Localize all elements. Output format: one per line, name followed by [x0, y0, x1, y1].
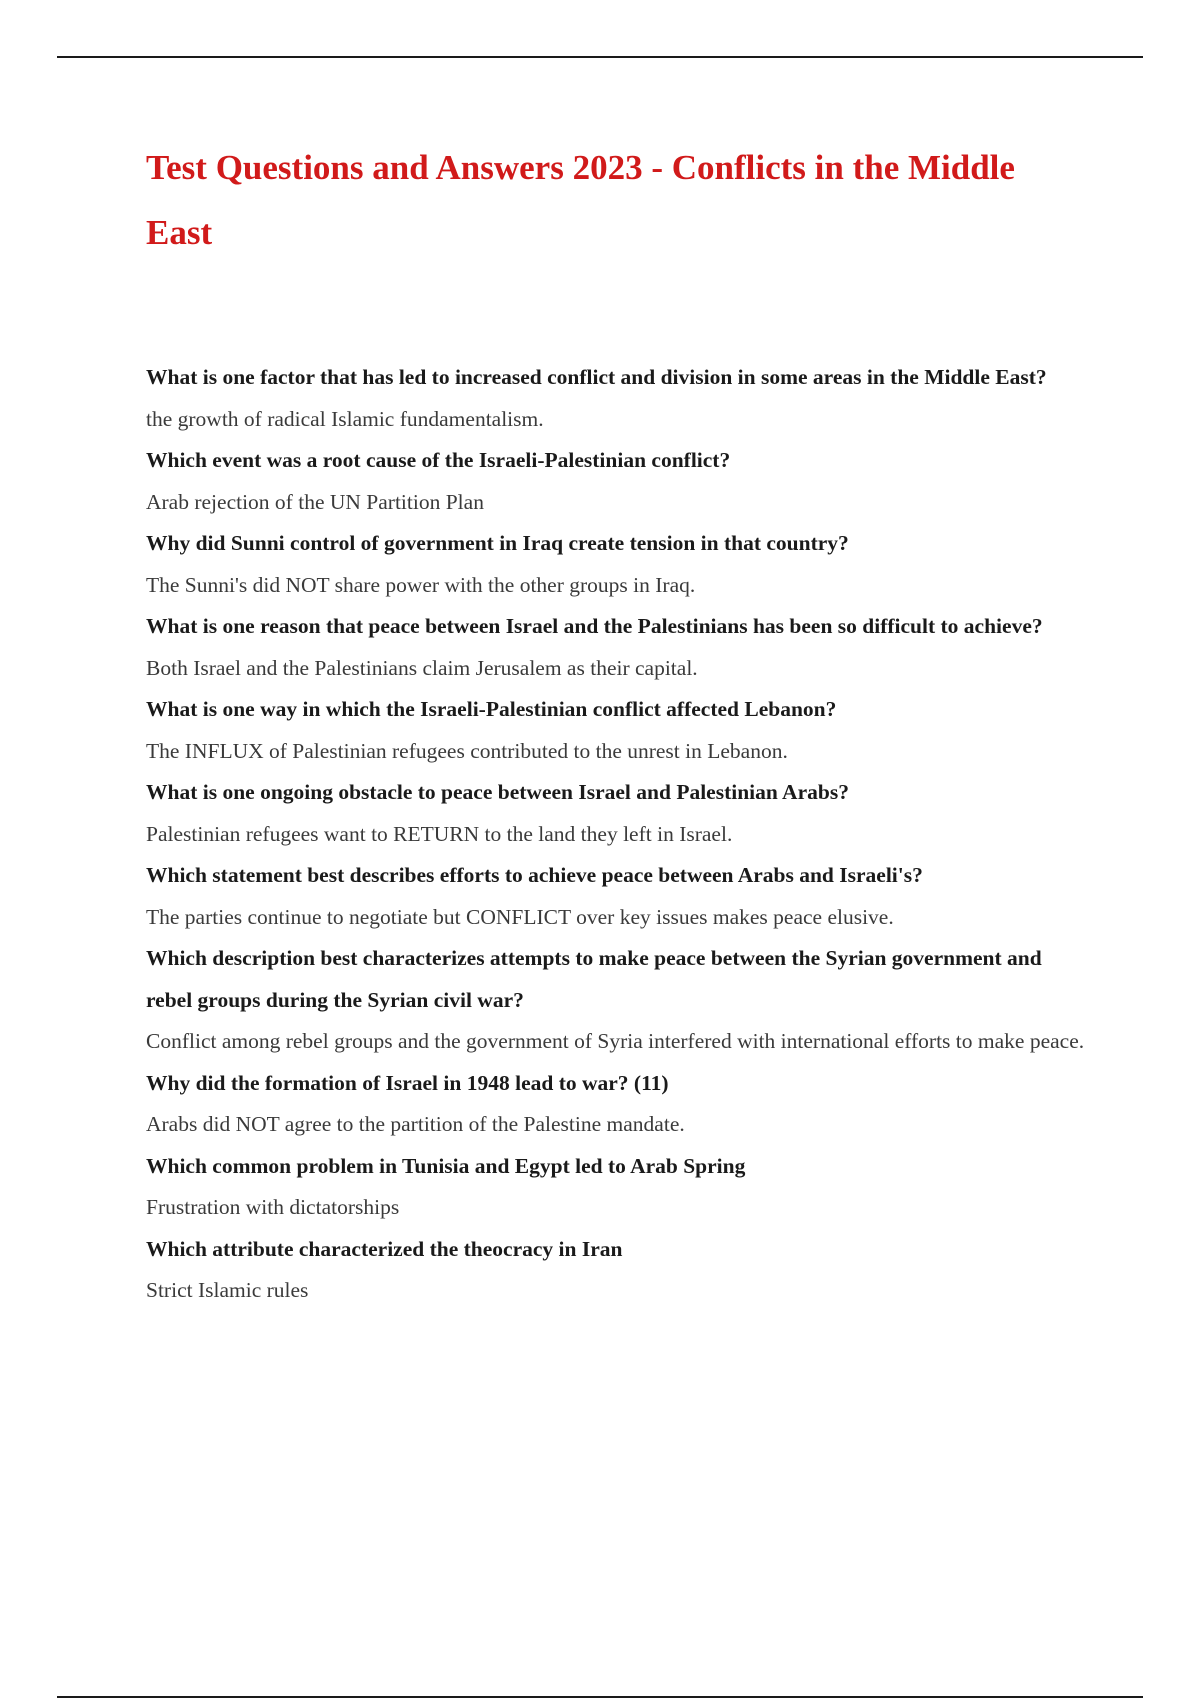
question-text: Why did Sunni control of government in Iraq create tension in that country? — [146, 531, 849, 555]
answer-text: The INFLUX of Palestinian refugees contributed to the unrest in Lebanon. — [146, 738, 788, 763]
question-text: What is one reason that peace between Israel and the Palestinians has been so difficult to achieve? — [146, 614, 1043, 638]
qa-item — [146, 855, 1086, 938]
question-text: What is one ongoing obstacle to peace between Israel and Palestinian Arabs? — [146, 780, 849, 804]
qa-item — [146, 689, 1086, 772]
qa-item — [146, 772, 1086, 855]
answer-text: Palestinian refugees want to RETURN to the land they left in Israel. — [146, 821, 733, 846]
answer-text: the growth of radical Islamic fundamentalism. — [146, 406, 544, 431]
question-text: Which event was a root cause of the Israeli-Palestinian conflict? — [146, 448, 731, 472]
qa-item — [146, 440, 1086, 523]
answer-text: The parties continue to negotiate but CONFLICT over key issues makes peace elusive. — [146, 904, 894, 929]
bottom-rule — [57, 1696, 1143, 1698]
qa-item — [146, 606, 1086, 689]
qa-item — [146, 1146, 1086, 1229]
top-rule — [57, 56, 1143, 58]
answer-text: Both Israel and the Palestinians claim Jerusalem as their capital. — [146, 655, 698, 680]
question-text: What is one way in which the Israeli-Palestinian conflict affected Lebanon? — [146, 697, 837, 721]
question-text: What is one factor that has led to increased conflict and division in some areas in the Middle East? — [146, 365, 1047, 389]
document-body — [146, 135, 1086, 1312]
question-text: Which description best characterizes attempts to make peace between the Syrian government and rebel groups during the Syrian civil war? — [146, 946, 1042, 1012]
question-text: Which attribute characterized the theocracy in Iran — [146, 1236, 623, 1261]
qa-item — [146, 1063, 1086, 1146]
answer-text: Arab rejection of the UN Partition Plan — [146, 489, 484, 514]
qa-item — [146, 938, 1086, 1063]
answer-text: The Sunni's did NOT share power with the other groups in Iraq. — [146, 572, 696, 597]
question-text: Which common problem in Tunisia and Egypt led to Arab Spring — [146, 1153, 746, 1178]
answer-text: Frustration with dictatorships — [146, 1195, 400, 1219]
document-title: Test Questions and Answers 2023 - Conflicts in the Middle East — [146, 148, 1015, 252]
qa-item — [146, 357, 1086, 440]
question-text: Why did the formation of Israel in 1948 lead to war? (11) — [146, 1070, 669, 1095]
qa-item — [146, 523, 1086, 606]
answer-text: Arabs did NOT agree to the partition of the Palestine mandate. — [146, 1112, 685, 1136]
answer-text: Strict Islamic rules — [146, 1278, 309, 1302]
answer-text: Conflict among rebel groups and the government of Syria interfered with international efforts to make peace. — [146, 1029, 1085, 1053]
question-text: Which statement best describes efforts to achieve peace between Arabs and Israeli's? — [146, 863, 923, 887]
qa-item — [146, 1229, 1086, 1312]
qa-list — [146, 357, 1086, 1312]
